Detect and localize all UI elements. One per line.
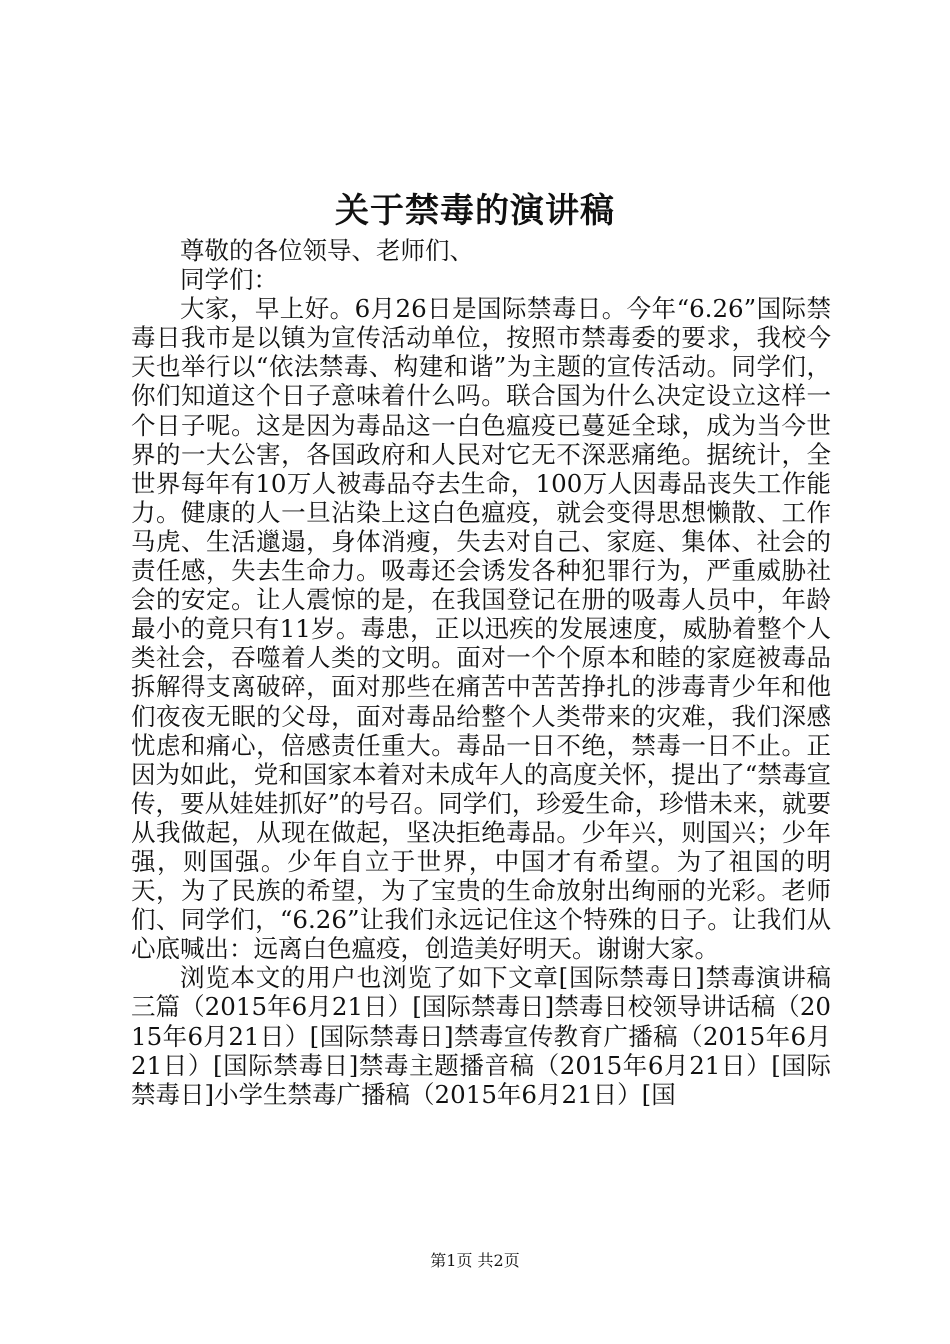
salutation-line-2: 同学们： bbox=[180, 265, 278, 295]
related-articles-paragraph: 浏览本文的用户也浏览了如下文章[国际禁毒日]禁毒演讲稿三篇（2015年6月21日）[国际禁毒日]禁毒日校领导讲话稿（2015年6月21日）[国际禁毒日]禁毒宣传教育广播稿（2015年6月21日）[国际禁毒日]禁毒主题播音稿（2015年6月21日）[国际禁毒日]小学生禁毒广播稿（2015年6月21日）[国 bbox=[131, 963, 831, 1109]
salutation-line-1: 尊敬的各位领导、老师们、 bbox=[180, 236, 474, 265]
page-footer: 第1页 共2页 bbox=[430, 1251, 520, 1270]
speech-paragraph: 大家，早上好。6月26日是国际禁毒日。今年“6.26”国际禁毒日我市是以镇为宣传活动单位，按照市禁毒委的要求，我校今天也举行以“依法禁毒、构建和谐”为主题的宣传活动。同学们，你们知道这个日子意味着什么吗。联合国为什么决定设立这样一个日子呢。这是因为毒品这一白色瘟疫已蔓延全球，成为当今世界的一大公害，各国政府和人民对它无不深恶痛绝。据统计，全世界每年有10万人被毒品夺去生命，100万人因毒品丧失工作能力。健康的人一旦沾染上这白色瘟疫，就会变得思想懒散、工作马虎、生活邋遢，身体消瘦，失去对自己、家庭、集体、社会的责任感，失去生命力。吸毒还会诱发各种犯罪行为，严重威胁社会的安定。让人震惊的是，在我国登记在册的吸毒人员中，年龄最小的竟只有11岁。毒患，正以迅疾的发展速度，威胁着整个人类社会，吞噬着人类的文明。面对一个个原本和睦的家庭被毒品拆解得支离破碎，面对那些在痛苦中苦苦挣扎的涉毒青少年和他们夜夜无眠的父母，面对毒品给整个人类带来的灾难，我们深感忧虑和痛心，倍感责任重大。毒品一日不绝，禁毒一日不止。正因为如此，党和国家本着对未成年人的高度关怀，提出了“禁毒宣传，要从娃娃抓好”的号召。同学们，珍爱生命，珍惜未来，就要从我做起，从现在做起，坚决拒绝毒品。少年兴，则国兴；少年强，则国强。少年自立于世界，中国才有希望。为了祖国的明天，为了民族的希望，为了宝贵的生命放射出绚丽的光彩。老师们、同学们，“6.26”让我们永远记住这个特殊的日子。让我们从心底喊出：远离白色瘟疫，创造美好明天。谢谢大家。 bbox=[131, 294, 831, 964]
document-body bbox=[131, 236, 831, 1109]
document-title: 关于禁毒的演讲稿 bbox=[335, 191, 615, 231]
